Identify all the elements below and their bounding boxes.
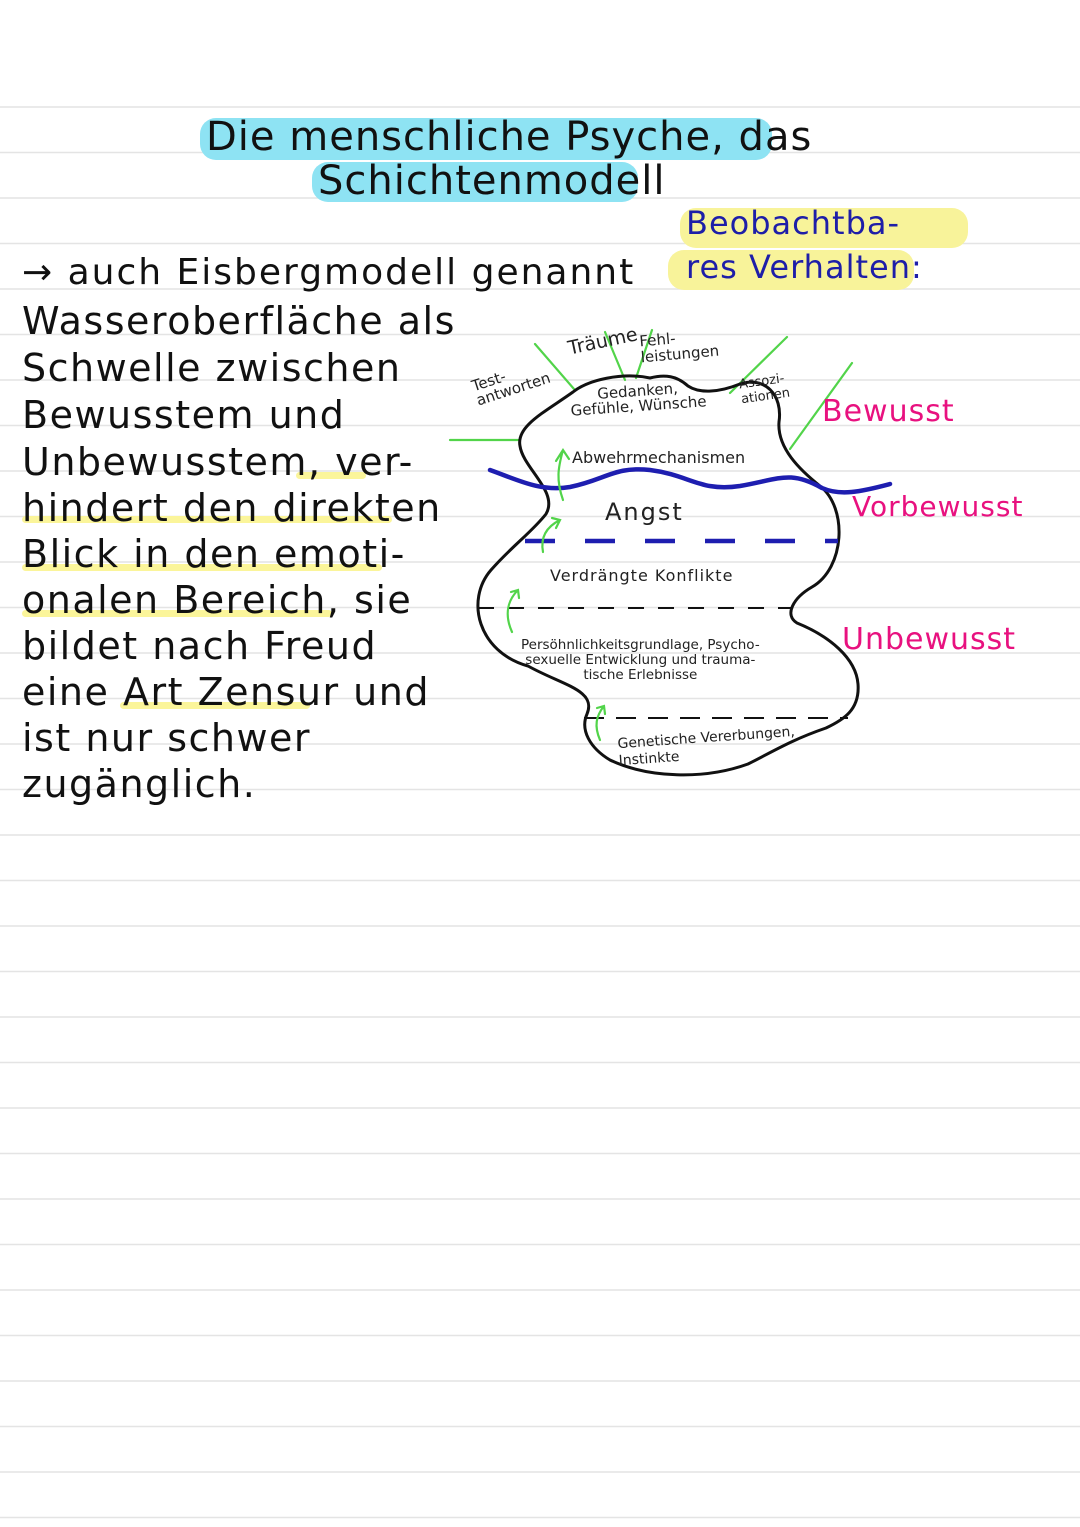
observable-heading-1: Beobachtba- (686, 204, 901, 242)
label-thoughts: Gedanken, Gefühle, Wünsche (570, 379, 708, 420)
upward-arrows (508, 450, 605, 740)
label-personality: Persöhnlichkeitsgrundlage, Psycho- sexuelle Entwicklung und trauma- tische Erlebnisse (521, 637, 760, 683)
observable-heading-2: res Verhalten: (686, 248, 923, 286)
label-anxiety: Angst (605, 498, 684, 526)
body-line-8: bildet nach Freud (22, 624, 378, 668)
title-line-2: Schichtenmodell (318, 158, 666, 204)
waterline (490, 469, 890, 492)
intro-line: → auch Eisbergmodell genannt (22, 252, 636, 293)
body-line-5: hindert den direkten (22, 486, 442, 530)
body-line-1: Wasseroberfläche als (22, 299, 456, 343)
body-line-4: Unbewusstem, ver- (22, 440, 414, 484)
label-repressed-conflicts: Verdrängte Konflikte (550, 566, 734, 585)
label-dreams: Träume (566, 323, 640, 360)
arrow-1 (556, 450, 569, 500)
layer-preconscious: Vorbewusst (852, 490, 1024, 523)
label-test-answers: Test- antworten (469, 367, 553, 410)
layer-conscious: Bewusst (822, 394, 955, 429)
label-slips: Fehl- leistungen (638, 329, 720, 367)
body-line-10: ist nur schwer (22, 716, 312, 760)
label-associations: Assozi- ationen (738, 371, 791, 408)
body-line-11: zugänglich. (22, 762, 257, 806)
body-line-9: eine Art Zensur und (22, 670, 430, 714)
body-line-2: Schwelle zwischen (22, 346, 402, 390)
body-line-6: Blick in den emoti- (22, 532, 406, 576)
arrow-4 (597, 706, 605, 740)
label-defense-mechanisms: Abwehrmechanismen (572, 448, 746, 467)
layer-unconscious: Unbewusst (842, 622, 1017, 657)
arrow-3 (508, 590, 519, 632)
label-genetic: Genetische Vererbungen, Instinkte (617, 723, 796, 770)
body-line-3: Bewusstem und (22, 393, 346, 437)
body-line-7: onalen Bereich, sie (22, 578, 413, 622)
title-line-1: Die menschliche Psyche, das (206, 114, 813, 160)
arrow-2 (542, 518, 560, 552)
